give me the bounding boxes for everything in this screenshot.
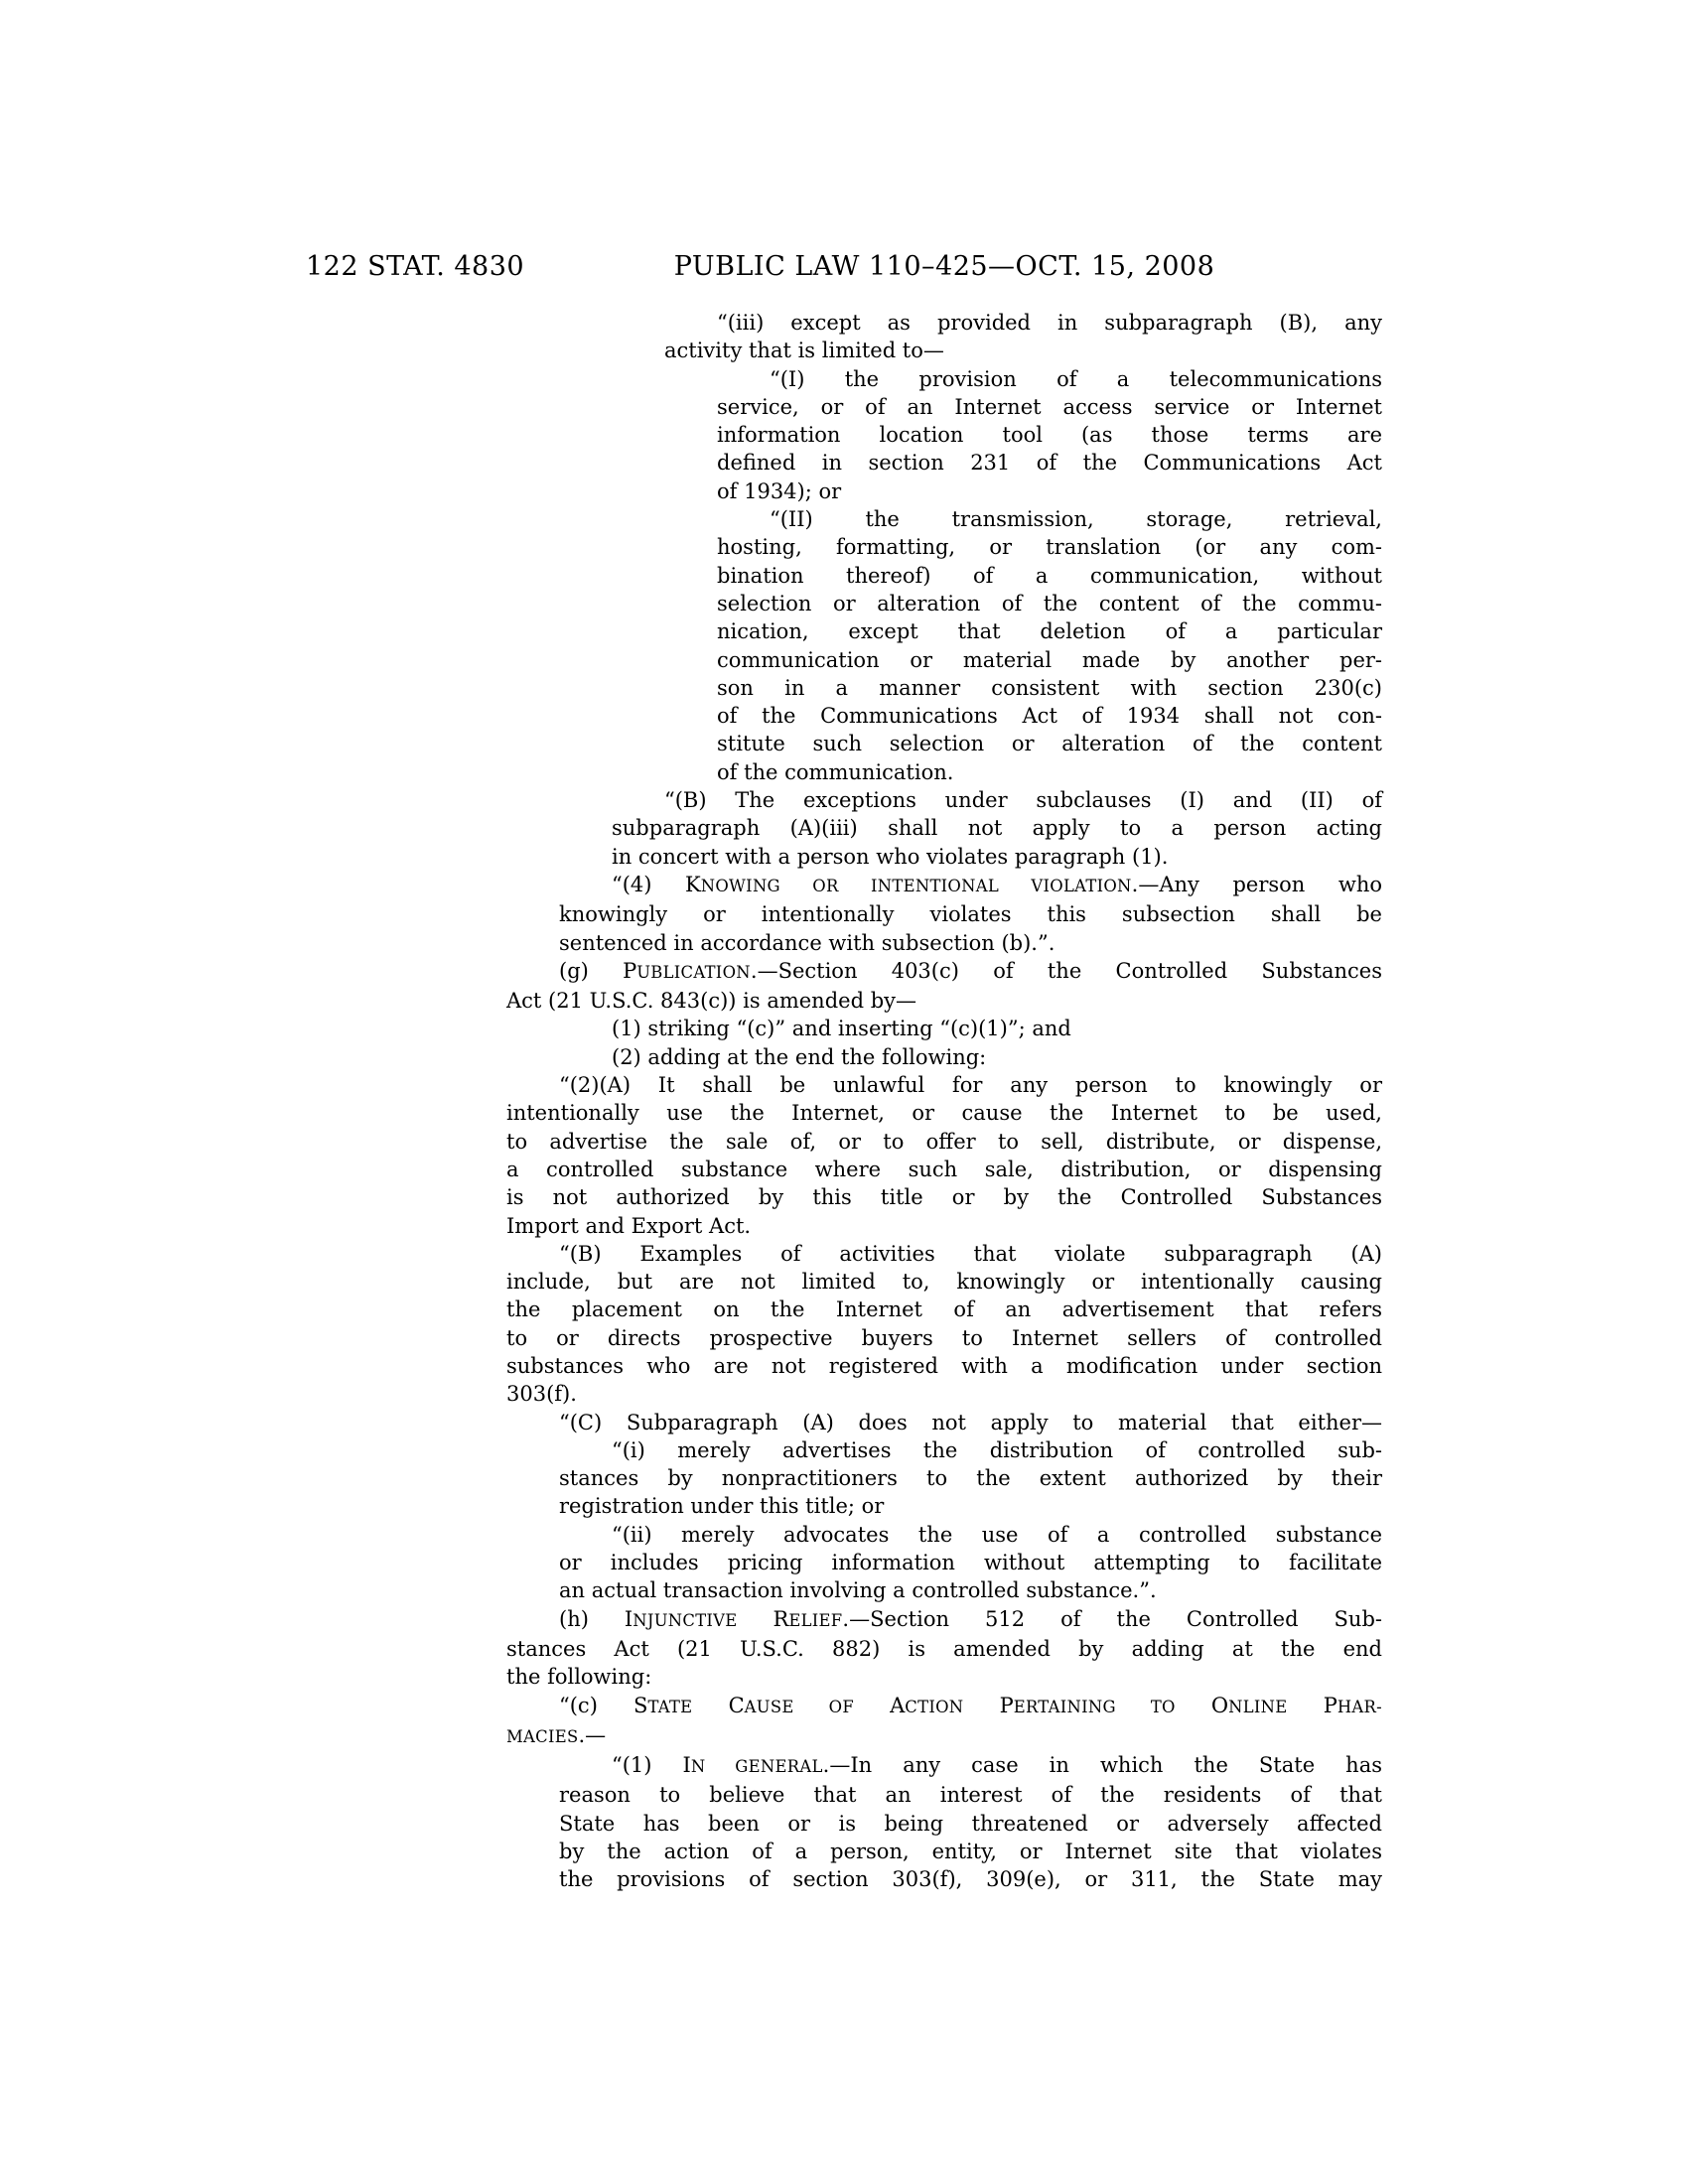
text-line: “(C) Subparagraph (A) does not apply to material that either— bbox=[559, 1410, 1382, 1434]
text-line: “(1) IN GENERAL.—In any case in which the State has bbox=[612, 1753, 1382, 1778]
text-line: service, or of an Internet access service or Internet bbox=[717, 394, 1382, 419]
text-line: “(iii) except as provided in subparagraph (B), any bbox=[717, 311, 1382, 335]
small-caps-text: UBLICATION bbox=[636, 962, 751, 982]
text-line: is not authorized by this title or by the Controlled Substances bbox=[506, 1185, 1382, 1210]
text-line: an actual transaction involving a controlled substance.”. bbox=[559, 1578, 1157, 1603]
stat-page-number: 122 STAT. 4830 bbox=[306, 251, 525, 282]
text-line: “(2)(A) It shall be unlawful for any person to knowingly or bbox=[559, 1073, 1382, 1098]
statute-paragraph bbox=[506, 1409, 1382, 1436]
statute-paragraph bbox=[559, 1436, 1382, 1521]
statute-paragraph bbox=[506, 1240, 1382, 1409]
small-caps-text: NJUNCTIVE bbox=[633, 1610, 738, 1630]
text-line: the following: bbox=[506, 1665, 652, 1690]
small-caps-text: ELIEF bbox=[788, 1610, 843, 1630]
text-line: of 1934); or bbox=[717, 478, 842, 503]
statute-paragraph bbox=[506, 1071, 1382, 1240]
text-line: hosting, formatting, or translation (or any com- bbox=[717, 535, 1382, 560]
text-line: “(4) KNOWING OR INTENTIONAL VIOLATION.—Any person who bbox=[612, 872, 1382, 896]
text-line: nication, except that deletion of a particular bbox=[717, 619, 1382, 644]
text-line: sentenced in accordance with subsection (b).”. bbox=[559, 930, 1055, 955]
text-line: State has been or is being threatened or adversely affected bbox=[559, 1811, 1382, 1836]
text-line: reason to believe that an interest of the residents of that bbox=[559, 1783, 1382, 1808]
small-caps-text: HAR- bbox=[1336, 1697, 1382, 1716]
text-line: a controlled substance where such sale, distribution, or dispensing bbox=[506, 1157, 1382, 1181]
text-line: stances Act (21 U.S.C. 882) is amended by adding at the end bbox=[506, 1636, 1382, 1661]
small-caps-text: ERTAINING TO bbox=[1013, 1697, 1176, 1716]
text-line: (h) INJUNCTIVE RELIEF.—Section 512 of the Controlled Sub- bbox=[559, 1606, 1382, 1631]
statute-paragraph bbox=[717, 365, 1382, 505]
text-line: to advertise the sale of, or to offer to sell, distribute, or dispense, bbox=[506, 1129, 1382, 1154]
text-line: knowingly or intentionally violates this subsection shall be bbox=[559, 902, 1382, 927]
statute-paragraph bbox=[506, 957, 1382, 1016]
text-line: “(I) the provision of a telecommunications bbox=[770, 366, 1382, 391]
text-line: stitute such selection or alteration of the content bbox=[717, 732, 1382, 756]
text-line: activity that is limited to— bbox=[664, 339, 944, 363]
text-line: selection or alteration of the content of the commu- bbox=[717, 591, 1382, 615]
statute-paragraph bbox=[559, 871, 1382, 957]
statute-paragraph bbox=[506, 1605, 1382, 1692]
text-line: intentionally use the Internet, or cause the Internet to be used, bbox=[506, 1101, 1382, 1126]
small-caps-text: N GENERAL bbox=[690, 1757, 823, 1777]
statute-paragraph bbox=[664, 309, 1382, 365]
text-line: defined in section 231 of the Communications Act bbox=[717, 451, 1382, 476]
text-line: Import and Export Act. bbox=[506, 1213, 752, 1238]
small-caps-text: NOWING OR INTENTIONAL VIOLATION bbox=[700, 876, 1132, 895]
text-line: by the action of a person, entity, or Internet site that violates bbox=[559, 1840, 1382, 1864]
text-line: in concert with a person who violates paragraph (1). bbox=[612, 844, 1169, 869]
statute-text bbox=[506, 309, 1382, 1894]
small-caps-text: AUSE OF bbox=[744, 1697, 854, 1716]
statute-paragraph bbox=[559, 1043, 1382, 1071]
text-line: of the Communications Act of 1934 shall not con- bbox=[717, 704, 1382, 729]
text-line: the provisions of section 303(f), 309(e), or 311, the State may bbox=[559, 1867, 1382, 1892]
text-line: the placement on the Internet of an advertisement that refers bbox=[506, 1297, 1382, 1322]
text-line: bination thereof) of a communication, without bbox=[717, 563, 1382, 588]
statute-paragraph bbox=[559, 1015, 1382, 1042]
text-line: or includes pricing information without attempting to facilitate bbox=[559, 1551, 1382, 1575]
small-caps-text: TATE bbox=[647, 1697, 693, 1716]
small-caps-text: NLINE bbox=[1228, 1697, 1288, 1716]
text-line: (1) striking “(c)” and inserting “(c)(1)”; and bbox=[612, 1017, 1071, 1041]
small-caps-text: CTION bbox=[905, 1697, 964, 1716]
text-line: communication or material made by another per- bbox=[717, 647, 1382, 672]
text-line: 303(f). bbox=[506, 1382, 577, 1407]
text-line: MACIES.— bbox=[506, 1722, 607, 1747]
statute-paragraph bbox=[612, 786, 1382, 871]
text-line: Act (21 U.S.C. 843(c)) is amended by— bbox=[506, 989, 917, 1014]
text-line: information location tool (as those terms are bbox=[717, 423, 1382, 448]
text-line: “(c) STATE CAUSE OF ACTION PERTAINING TO ONLINE PHAR- bbox=[559, 1693, 1382, 1717]
statute-paragraph bbox=[506, 1692, 1382, 1752]
text-line: son in a manner consistent with section 230(c) bbox=[717, 675, 1382, 700]
statute-paragraph bbox=[559, 1521, 1382, 1605]
text-line: “(i) merely advertises the distribution of controlled sub- bbox=[612, 1437, 1382, 1462]
text-line: registration under this title; or bbox=[559, 1494, 885, 1519]
statute-paragraph bbox=[717, 505, 1382, 786]
text-line: “(B) The exceptions under subclauses (I) and (II) of bbox=[664, 788, 1382, 813]
statute-paragraph bbox=[559, 1751, 1382, 1893]
text-line: of the communication. bbox=[717, 759, 954, 784]
text-line: “(ii) merely advocates the use of a controlled substance bbox=[612, 1522, 1382, 1547]
text-line: stances by nonpractitioners to the extent authorized by their bbox=[559, 1466, 1382, 1491]
running-head: PUBLIC LAW 110–425—OCT. 15, 2008 bbox=[673, 251, 1215, 282]
small-caps-text: MACIES bbox=[506, 1726, 579, 1746]
text-line: include, but are not limited to, knowingly or intentionally causing bbox=[506, 1270, 1382, 1295]
text-line: “(II) the transmission, storage, retrieval, bbox=[770, 507, 1382, 532]
text-line: to or directs prospective buyers to Internet sellers of controlled bbox=[506, 1325, 1382, 1350]
text-line: substances who are not registered with a modification under section bbox=[506, 1353, 1382, 1378]
text-line: “(B) Examples of activities that violate subparagraph (A) bbox=[559, 1241, 1382, 1266]
text-line: (g) PUBLICATION.—Section 403(c) of the Controlled Substances bbox=[559, 958, 1382, 983]
text-line: subparagraph (A)(iii) shall not apply to a person acting bbox=[612, 816, 1382, 841]
text-line: (2) adding at the end the following: bbox=[612, 1044, 987, 1069]
